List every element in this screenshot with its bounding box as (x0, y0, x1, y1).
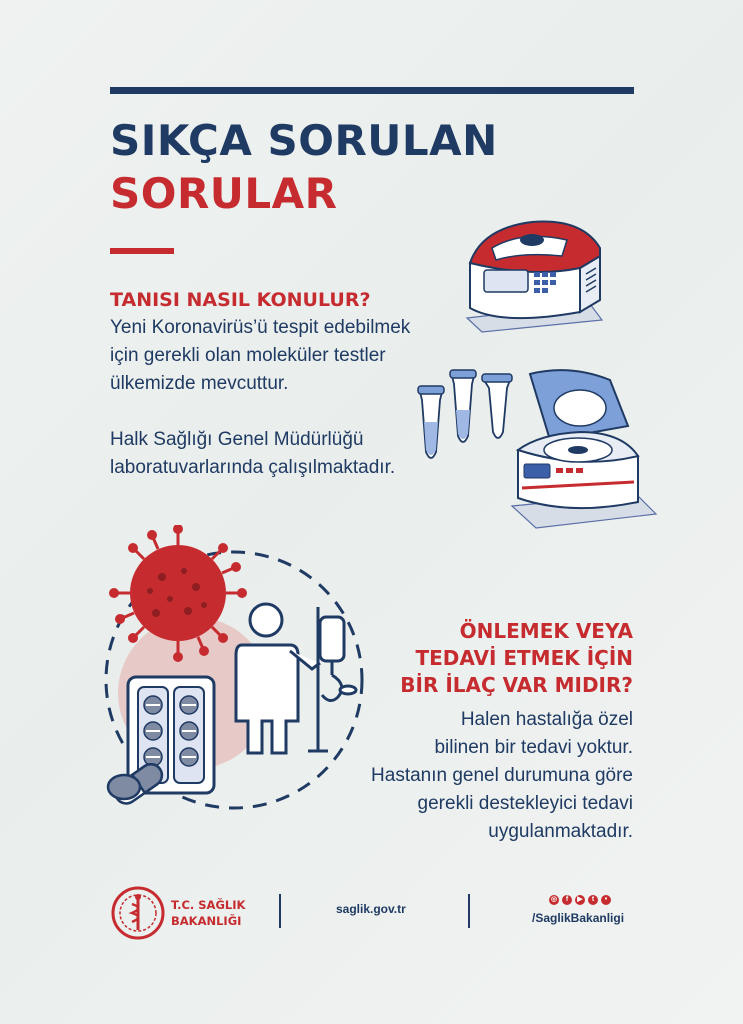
footer-divider (468, 894, 470, 928)
page-title (110, 114, 498, 220)
ministry-name-line1: T.C. SAĞLIK (171, 898, 246, 912)
periscope-icon[interactable]: • (601, 895, 611, 905)
top-divider (110, 87, 634, 94)
answer-line: için gerekli olan moleküler testler (110, 345, 386, 366)
footer-divider (279, 894, 281, 928)
answer-line: gerekli destekleyici tedavi (417, 793, 633, 814)
answer-line: ülkemizde mevcuttur. (110, 373, 289, 394)
virus-icon (109, 525, 247, 662)
centrifuge-buttons (556, 468, 583, 473)
question-line: TEDAVİ ETMEK İÇİN (415, 646, 633, 670)
centrifuge-illustration (510, 366, 660, 534)
question-treatment (400, 618, 633, 699)
lid-handle (520, 234, 544, 246)
patient-icon (236, 604, 320, 753)
title-line-1: SIKÇA SORULAN (110, 116, 498, 165)
answer-line: Yeni Koronavirüs’ü tespit edebilmek (110, 317, 411, 338)
pcr-machine-illustration (462, 208, 612, 338)
centrifuge-lid-window (554, 390, 606, 426)
social-icons (549, 895, 611, 905)
ministry-logo-icon (110, 884, 166, 942)
question-line: ÖNLEMEK VEYA (459, 619, 633, 643)
ministry-name (171, 897, 245, 929)
iv-drip-icon (308, 607, 356, 751)
twitter-icon[interactable]: t (588, 895, 598, 905)
social-handle-link[interactable]: /SaglikBakanligi (532, 911, 625, 925)
answer-line: laboratuvarlarında çalışılmaktadır. (110, 457, 396, 478)
question-line: BİR İLAÇ VAR MIDIR? (400, 673, 633, 697)
title-line-2: SORULAR (110, 169, 338, 218)
instagram-icon[interactable]: ◎ (550, 896, 558, 903)
title-underline (110, 248, 174, 254)
answer-treatment (371, 706, 633, 846)
answer-line: Halk Sağlığı Genel Müdürlüğü (110, 429, 364, 450)
answer-diagnosis (110, 314, 410, 482)
answer-line: Halen hastalığa özel (460, 709, 633, 730)
rotor-hub (568, 446, 588, 454)
treatment-illustration (86, 525, 376, 815)
answer-line: bilinen bir tedavi yoktur. (434, 737, 633, 758)
facebook-icon[interactable]: f (562, 895, 572, 905)
test-tube (484, 380, 510, 438)
machine-screen (484, 270, 528, 292)
question-diagnosis: TANISI NASIL KONULUR? (110, 289, 371, 311)
answer-line: uygulanmaktadır. (488, 821, 633, 842)
centrifuge-display (524, 464, 550, 478)
ministry-name-line2: BAKANLIĞI (171, 914, 242, 928)
answer-line: Hastanın genel durumuna göre (371, 765, 633, 786)
youtube-icon[interactable]: ▶ (575, 895, 585, 905)
website-link[interactable]: saglik.gov.tr (336, 902, 406, 916)
